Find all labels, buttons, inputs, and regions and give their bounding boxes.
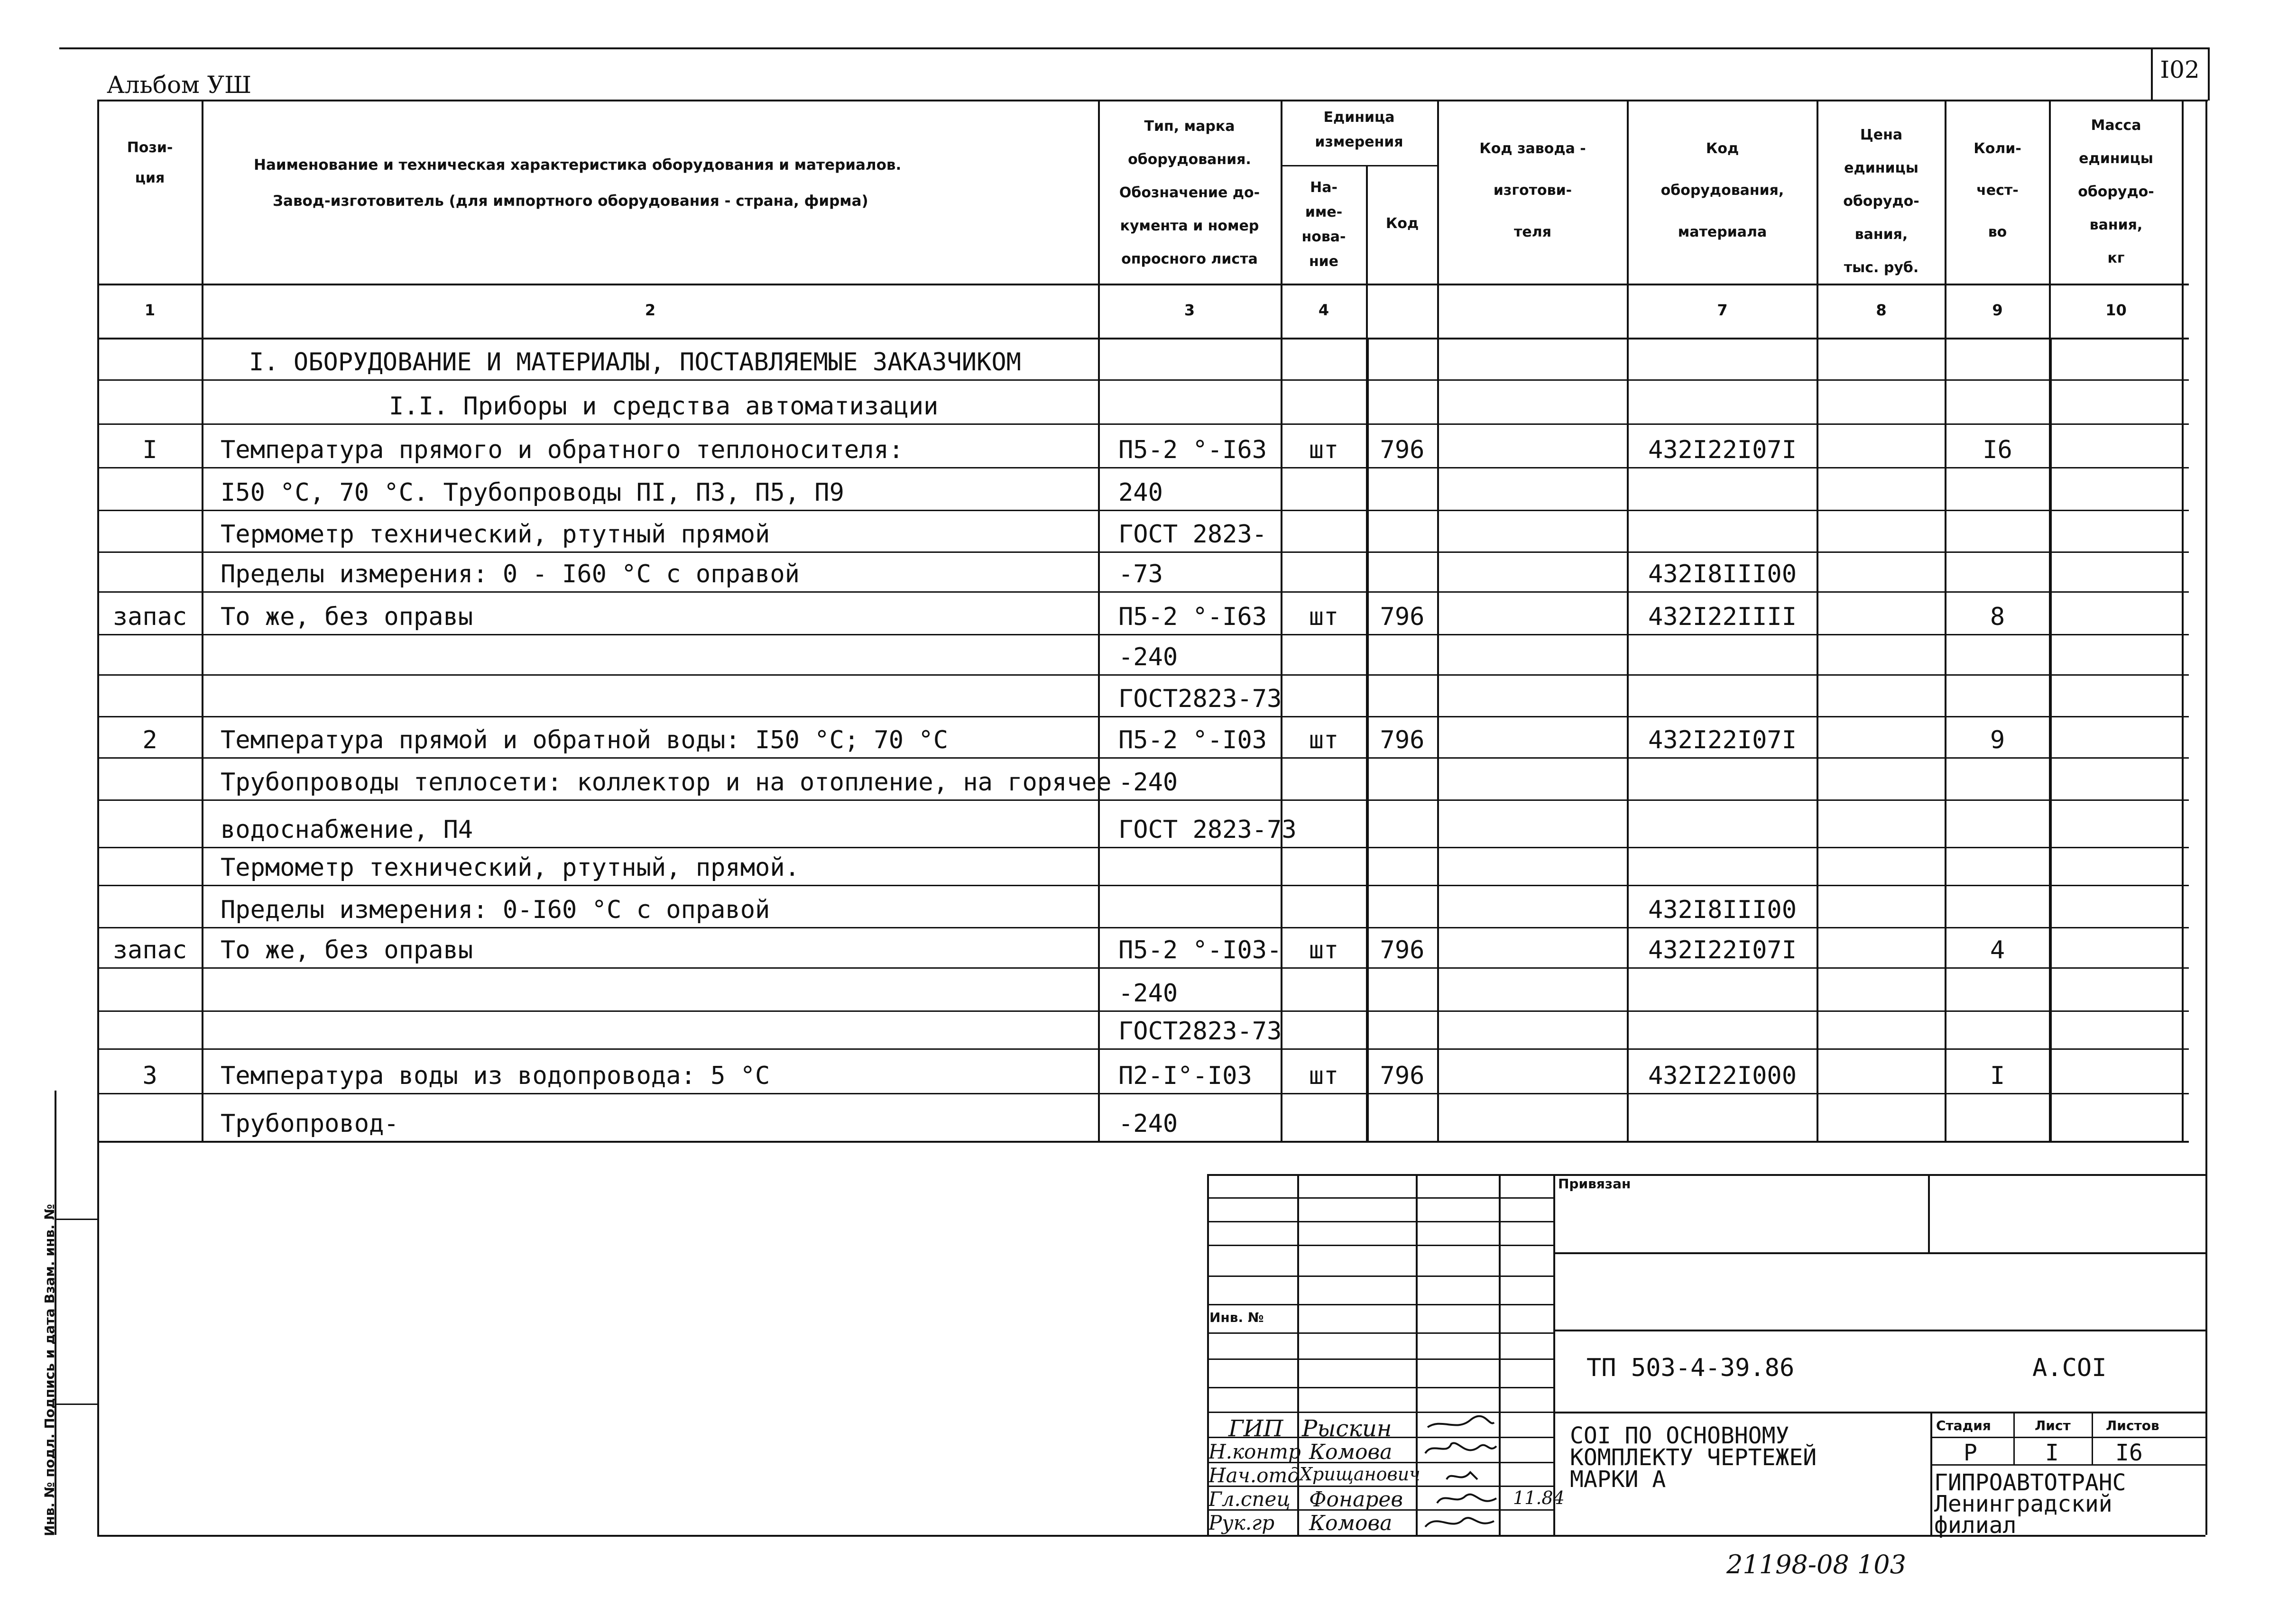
album-label: Альбом УШ <box>107 71 252 99</box>
page-number-box-left <box>2151 47 2153 101</box>
sign-date: 11.84 <box>1513 1487 1565 1508</box>
cell-code: 796 <box>1380 436 1425 464</box>
stage-value: Р <box>1964 1440 1977 1466</box>
stamp-top-line <box>1207 1174 2205 1176</box>
cell-name: Трубопроводы теплосети: коллектор и на отопление, на горячее <box>221 768 1112 797</box>
cell-type: -240 <box>1118 643 1178 671</box>
row-line <box>97 1093 2189 1094</box>
row-line <box>97 674 2189 676</box>
cell-name: водоснабжение, П4 <box>221 816 473 844</box>
doc-title: СОI ПО ОСНОВНОМУ КОМПЛЕКТУ ЧЕРТЕЖЕЙ МАРКИ А <box>1570 1422 1817 1493</box>
cell-type: ГОСТ 2823- <box>1118 520 1267 549</box>
cell-type: ГОСТ 2823-73 <box>1118 816 1297 844</box>
role-1: ГИП <box>1228 1415 1283 1442</box>
role-4: Гл.спец <box>1208 1487 1291 1511</box>
row-line <box>97 467 2189 468</box>
stamp-row-line <box>1207 1332 1553 1334</box>
colnum-9: 9 <box>1992 301 2003 319</box>
cell-name: Трубопровод- <box>221 1110 399 1138</box>
hdr-qty: Коли- чест- во <box>1974 140 2021 240</box>
hdr-name: Наименование и техническая характеристика оборудования и материалов. Завод-изготовитель (для импортного оборудования - страна, фирма) <box>254 156 902 210</box>
colnum-8: 8 <box>1876 301 1887 319</box>
table-bottom-line <box>97 1141 2189 1143</box>
top-border-line <box>59 47 2208 49</box>
cell-qty: I <box>1990 1062 2005 1090</box>
cell-code: 796 <box>1380 936 1425 964</box>
stamp-stage-line1 <box>1930 1437 2205 1438</box>
stamp-row-line <box>1207 1197 1553 1199</box>
row-line <box>97 1010 2189 1012</box>
row-line <box>97 551 2189 553</box>
cell-pos: 2 <box>142 726 157 754</box>
row-line <box>97 591 2189 593</box>
cell-type: П2-I°-I03 <box>1118 1062 1252 1090</box>
hdr-pos: Пози- ция <box>127 139 173 186</box>
name-3: Хрищанович <box>1300 1464 1420 1485</box>
cell-equip: 432I22I000 <box>1648 1062 1797 1090</box>
cell-name: I.I. Приборы и средства автоматизации <box>389 392 939 421</box>
hdr-unit-code: Код <box>1385 215 1419 232</box>
cell-name: Температура прямой и обратной воды: I50 °С; 70 °С <box>221 726 949 754</box>
cell-pos: запас <box>112 603 187 631</box>
col-number-bottom-line <box>97 338 2189 339</box>
hdr-plant: Код завода - изготови- теля <box>1479 140 1586 240</box>
col-pos-line <box>202 100 203 1141</box>
privyazan-label: Привязан <box>1558 1176 1631 1192</box>
name-4: Фонарев <box>1309 1487 1403 1512</box>
cell-name: Температура прямого и обратного теплоносителя: <box>221 436 904 464</box>
cell-equip: 432I22I07I <box>1648 436 1797 464</box>
cell-equip: 432I22I07I <box>1648 936 1797 964</box>
cell-type: П5-2 °-I03 <box>1118 726 1267 754</box>
row-line <box>97 967 2189 969</box>
colnum-1: 1 <box>144 301 156 319</box>
cell-type: ГОСТ2823-73 <box>1118 1017 1282 1046</box>
doc-code: ТП 503-4-39.86 <box>1586 1354 1795 1382</box>
stamp-stage-split2 <box>2092 1412 2093 1464</box>
cell-code: 796 <box>1380 603 1425 631</box>
cell-name: I. ОБОРУДОВАНИЕ И МАТЕРИАЛЫ, ПОСТАВЛЯЕМЫЕ ЗАКАЗЧИКОМ <box>249 348 1021 376</box>
stamp-privyazan-split <box>1928 1174 1930 1252</box>
row-line <box>97 423 2189 425</box>
role-2: Н.контр <box>1208 1440 1301 1463</box>
stamp-row-line <box>1207 1245 1553 1246</box>
name-2: Комова <box>1309 1440 1393 1464</box>
table-top-line <box>97 100 2208 101</box>
cell-type: 240 <box>1118 478 1163 507</box>
cell-equip: 432I8III00 <box>1648 896 1797 924</box>
organization: ГИПРОАВТОТРАНС Ленинградский филиал <box>1934 1469 2126 1539</box>
sheets-value: I6 <box>2115 1440 2143 1466</box>
row-line <box>97 847 2189 848</box>
stamp-row-line <box>1207 1221 1553 1222</box>
side-strip-tick1 <box>55 1219 97 1220</box>
cell-type: П5-2 °-I63 <box>1118 603 1267 631</box>
cell-name: То же, без оправы <box>221 603 473 631</box>
cell-pos: I <box>142 436 157 464</box>
cell-unit: шт <box>1309 603 1339 631</box>
stamp-privyazan-bottom <box>1553 1252 2205 1254</box>
stamp-row-line <box>1207 1387 1553 1388</box>
row-line <box>97 885 2189 886</box>
sheet-code: А.СОI <box>2032 1354 2107 1382</box>
cell-type: -73 <box>1118 560 1163 588</box>
page-bottom-line <box>97 1535 2205 1537</box>
hdr-price: Цена единицы оборудо- вания, тыс. руб. <box>1843 127 1919 276</box>
cell-qty: 9 <box>1990 726 2005 754</box>
role-5: Рук.гр <box>1208 1511 1275 1534</box>
cell-type: П5-2 °-I63 <box>1118 436 1267 464</box>
cell-name: Термометр технический, ртутный, прямой. <box>221 853 800 882</box>
cell-name: Температура воды из водопровода: 5 °С <box>221 1062 770 1090</box>
inv-no-label: Инв. № <box>1209 1310 1264 1325</box>
page-number: I02 <box>2160 56 2200 83</box>
cell-qty: 4 <box>1990 936 2005 964</box>
cell-equip: 432I22I07I <box>1648 726 1797 754</box>
hdr-unit-name: На- име- нова- ние <box>1301 179 1346 270</box>
sheet-value: I <box>2045 1440 2059 1466</box>
cell-code: 796 <box>1380 1062 1425 1090</box>
side-label: Инв. № подл. Подпись и дата Взам. инв. № <box>42 1204 57 1536</box>
stamp-row-line <box>1207 1358 1553 1360</box>
cell-pos: запас <box>112 936 187 964</box>
cell-pos: 3 <box>142 1062 157 1090</box>
colnum-3: 3 <box>1184 301 1195 319</box>
cell-name: Термометр технический, ртутный прямой <box>221 520 770 549</box>
colnum-4: 4 <box>1318 301 1329 319</box>
row-line <box>97 379 2189 381</box>
cell-type: П5-2 °-I03- <box>1118 936 1282 964</box>
colnum-10: 10 <box>2105 301 2127 319</box>
row-line <box>97 634 2189 635</box>
hdr-equip: Код оборудования, материала <box>1660 140 1784 240</box>
cell-unit: шт <box>1309 1062 1339 1090</box>
sheets-label: Листов <box>2106 1418 2159 1433</box>
cell-qty: I6 <box>1983 436 2012 464</box>
cell-name: Пределы измерения: 0 - I60 °С с оправой <box>221 560 800 588</box>
side-strip-tick2 <box>55 1404 97 1405</box>
hdr-type: Тип, марка оборудования. Обозначение до- кумента и номер опросного листа <box>1119 118 1260 267</box>
row-line <box>97 757 2189 759</box>
stamp-stage-split1 <box>2013 1412 2015 1464</box>
footer-number: 21198-08 103 <box>1726 1550 1906 1579</box>
stamp-row-line <box>1207 1275 1553 1277</box>
cell-type: ГОСТ2823-73 <box>1118 685 1282 713</box>
cell-equip: 432I8III00 <box>1648 560 1797 588</box>
cell-name: То же, без оправы <box>221 936 473 964</box>
hdr-unit: Единица измерения <box>1315 109 1403 150</box>
unit-split-line <box>1281 165 1437 166</box>
row-line <box>97 510 2189 511</box>
cell-type: -240 <box>1118 1110 1178 1138</box>
row-line <box>97 1048 2189 1050</box>
cell-type: -240 <box>1118 768 1178 797</box>
colnum-2: 2 <box>645 301 656 319</box>
colnum-7: 7 <box>1717 301 1728 319</box>
col-code-line <box>1437 100 1439 1141</box>
hdr-mass: Масса единицы оборудо- вания, кг <box>2078 117 2154 266</box>
signatures-icon <box>1418 1413 1556 1534</box>
cell-qty: 8 <box>1990 603 2005 631</box>
right-border-line <box>2205 100 2207 1535</box>
stamp-title-right <box>1930 1412 1932 1535</box>
cell-unit: шт <box>1309 436 1339 464</box>
cell-type: -240 <box>1118 979 1178 1008</box>
row-line <box>97 799 2189 801</box>
stamp-code-top <box>1553 1330 2205 1331</box>
row-line <box>97 716 2189 717</box>
stage-label: Стадия <box>1936 1418 1991 1433</box>
cell-equip: 432I22IIII <box>1648 603 1797 631</box>
name-5: Комова <box>1309 1511 1393 1535</box>
cell-unit: шт <box>1309 726 1339 754</box>
page-number-box-right <box>2208 47 2210 101</box>
inner-box-right <box>2049 338 2052 1141</box>
name-1: Рыскин <box>1302 1415 1392 1442</box>
cell-name: Пределы измерения: 0-I60 °С с оправой <box>221 896 770 924</box>
sheet-label: Лист <box>2035 1418 2071 1433</box>
cell-name: I50 °С, 70 °С. Трубопроводы ПI, П3, П5, П9 <box>221 478 844 507</box>
cell-unit: шт <box>1309 936 1339 964</box>
row-line <box>97 927 2189 928</box>
stamp-row-line <box>1207 1304 1553 1305</box>
role-3: Нач.отд <box>1208 1464 1300 1487</box>
stamp-title-top <box>1553 1412 2205 1413</box>
col-mass-line <box>2182 100 2184 1141</box>
cell-code: 796 <box>1380 726 1425 754</box>
